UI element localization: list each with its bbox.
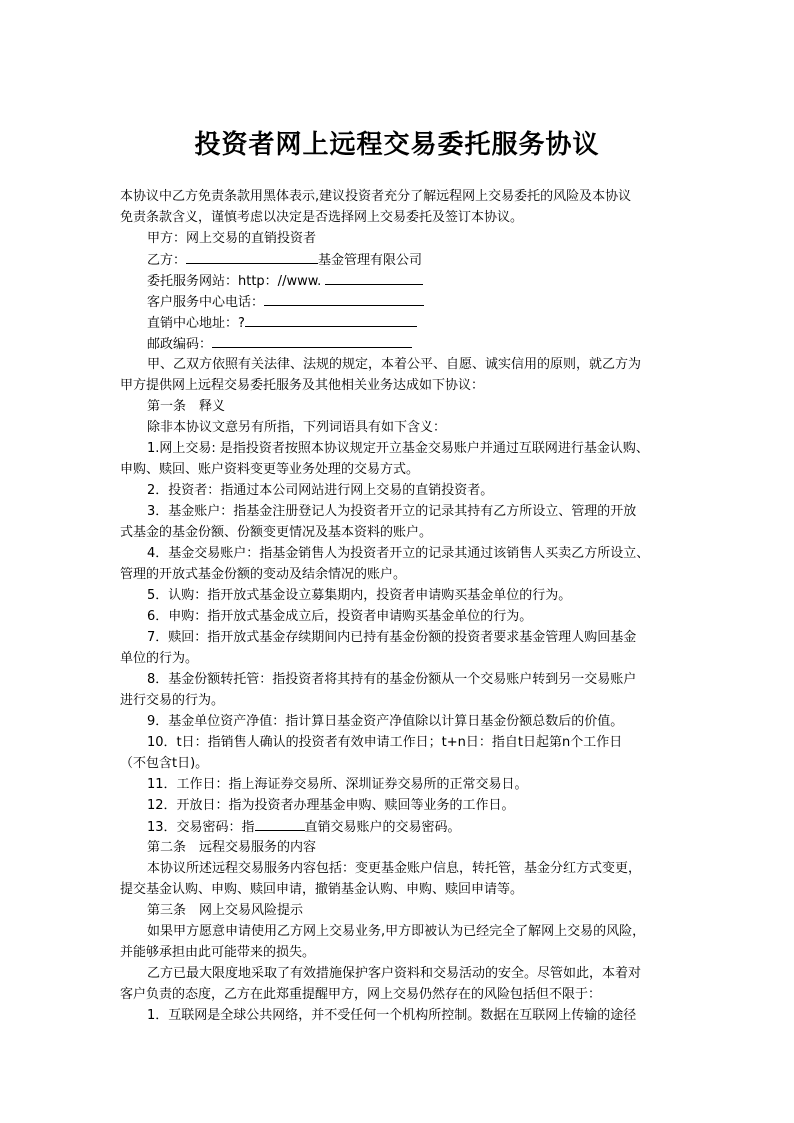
address-label: 直销中心地址：? (147, 316, 245, 331)
definition-10: 10．t日：指销售人确认的投资者有效申请工作日；t+n日：指自t日起第n个工作日 (147, 735, 623, 750)
agreement-body (120, 186, 680, 1026)
party-b-label: 乙方： (147, 253, 187, 268)
party-b-blank (186, 249, 318, 264)
address-blank (245, 312, 417, 327)
postcode-label: 邮政编码： (147, 337, 213, 352)
document-title: 投资者网上远程交易委托服务协议 (194, 130, 600, 160)
party-b-line (120, 249, 680, 270)
definition-2: 2．投资者：指通过本公司网站进行网上交易的直销投资者。 (147, 483, 494, 498)
definition-13-suffix: 直销交易账户的交易密码。 (304, 820, 461, 835)
article-3-paragraph-2-cont: 客户负责的态度，乙方在此郑重提醒甲方，网上交易仍然存在的风险包括但不限于： (120, 987, 602, 1002)
definition-5: 5．认购：指开放式基金设立募集期内，投资者申请购买基金单位的行为。 (147, 588, 572, 603)
article-1-heading: 第一条 释义 (147, 399, 226, 414)
hotline-label: 客户服务中心电话： (147, 295, 265, 310)
preamble-line: 甲方提供网上远程交易委托服务及其他相关业务达成如下协议： (120, 378, 485, 393)
definition-1: 1.网上交易: 是指投资者按照本协议规定开立基金交易账户并通过互联网进行基金认购、 (147, 441, 649, 456)
article-3-paragraph-1-cont: 并能够承担由此可能带来的损失。 (120, 945, 316, 960)
preamble-line: 甲、乙双方依照有关法律、法规的规定，本着公平、自愿、诚实信用的原则，就乙方为 (147, 357, 642, 372)
definition-6: 6．申购：指开放式基金成立后，投资者申请购买基金单位的行为。 (147, 609, 533, 624)
definition-4-cont: 管理的开放式基金份额的变动及结余情况的账户。 (120, 567, 407, 582)
address-line (120, 312, 680, 333)
postcode-line (120, 333, 680, 354)
website-blank (325, 270, 423, 285)
definition-4: 4．基金交易账户：指基金销售人为投资者开立的记录其通过该销售人买卖乙方所设立、 (147, 546, 650, 561)
definition-8-cont: 进行交易的行为。 (120, 693, 225, 708)
party-b-suffix: 基金管理有限公司 (318, 253, 423, 268)
article-3-item-1: 1．互联网是全球公共网络，并不受任何一个机构所控制。数据在互联网上传输的途径 (147, 1008, 637, 1023)
article-1-intro: 除非本协议文意另有所指，下列词语具有如下含义： (147, 420, 447, 435)
article-2-heading: 第二条 远程交易服务的内容 (147, 840, 317, 855)
definition-7-cont: 单位的行为。 (120, 651, 199, 666)
definition-8: 8．基金份额转托管：指投资者将其持有的基金份额从一个交易账户转到另一交易账户 (147, 672, 637, 687)
definition-13-blank (255, 816, 305, 831)
definition-13-label: 13．交易密码：指 (147, 820, 255, 835)
party-a-line: 甲方：网上交易的直销投资者 (147, 231, 317, 246)
website-line (120, 270, 680, 291)
article-3-paragraph-2: 乙方已最大限度地采取了有效措施保护客户资料和交易活动的安全。尽管如此，本着对 (147, 966, 642, 981)
article-3-heading: 第三条 网上交易风险提示 (147, 903, 304, 918)
website-label: 委托服务网站：http：//www. (147, 274, 322, 289)
hotline-line (120, 291, 680, 312)
intro-line: 本协议中乙方免责条款用黑体表示,建议投资者充分了解远程网上交易委托的风险及本协议 (120, 189, 632, 204)
definition-3-cont: 式基金的基金份额、份额变更情况及基本资料的账户。 (120, 525, 433, 540)
hotline-blank (264, 291, 424, 306)
definition-13 (120, 816, 680, 837)
article-2-text: 本协议所述远程交易服务内容包括：变更基金账户信息，转托管，基金分红方式变更， (147, 861, 642, 876)
definition-10-cont: （不包含t日)。 (120, 756, 209, 771)
definition-3: 3．基金账户：指基金注册登记人为投资者开立的记录其持有乙方所设立、管理的开放 (147, 504, 637, 519)
postcode-blank (212, 333, 412, 348)
definition-1-cont: 申购、赎回、账户资料变更等业务处理的交易方式。 (120, 462, 420, 477)
intro-line: 免责条款含义，谨慎考虑以决定是否选择网上交易委托及签订本协议。 (120, 210, 524, 225)
definition-7: 7．赎回：指开放式基金存续期间内已持有基金份额的投资者要求基金管理人购回基金 (147, 630, 637, 645)
definition-9: 9．基金单位资产净值：指计算日基金资产净值除以计算日基金份额总数后的价值。 (147, 714, 624, 729)
article-2-text-cont: 提交基金认购、申购、赎回申请，撤销基金认购、申购、赎回申请等。 (120, 882, 524, 897)
definition-11: 11．工作日：指上海证券交易所、深圳证券交易所的正常交易日。 (147, 777, 528, 792)
article-3-paragraph-1: 如果甲方愿意申请使用乙方网上交易业务,甲方即被认为已经完全了解网上交易的风险， (147, 924, 646, 939)
definition-12: 12．开放日：指为投资者办理基金申购、赎回等业务的工作日。 (147, 798, 515, 813)
